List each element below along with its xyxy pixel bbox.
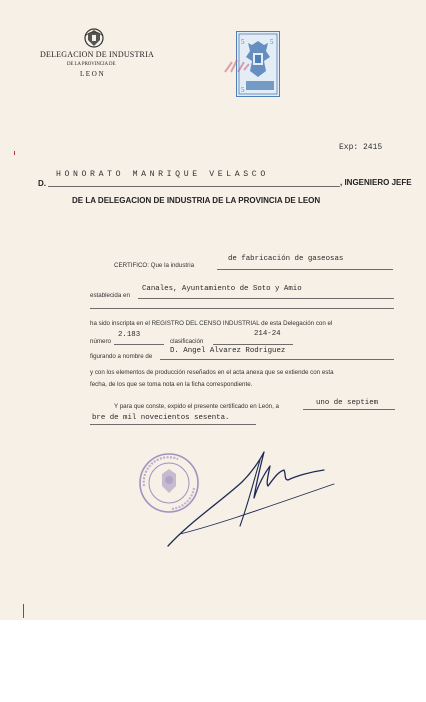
clasificacion-label: clasificación [170,338,204,345]
addressee-subtitle: DE LA DELEGACION DE INDUSTRIA DE LA PROVINCIA DE LEON [72,196,321,205]
elementos-text-2: fecha, de los que se toma nota en la ficha correspondiente. [90,381,253,388]
fecha-value-1: uno de septiem [316,399,379,407]
margin-mark-top [14,151,15,155]
addressee-name: HONORATO MANRIQUE VELASCO [56,170,269,179]
numero-value: 2.183 [118,331,141,339]
addressee-underline [48,186,340,187]
clasificacion-value: 214-24 [254,330,281,338]
titular-value: D. Angel Alvarez Rodriguez [170,347,286,355]
lugar-underline-2 [90,308,394,309]
conste-text: Y para que conste, expido el presente certificado en León, a [114,403,279,410]
org-province-label: DE LA PROVINCIA DE [67,62,116,67]
fecha-underline-2 [90,424,256,425]
svg-text:5: 5 [270,38,274,46]
addressee-prefix: D. [38,179,46,188]
certifico-label: CERTIFICO: Que la industria [114,262,195,269]
figurando-label: figurando a nombre de [90,353,153,360]
svg-text:5: 5 [241,38,245,46]
addressee-title: , INGENIERO JEFE [340,178,412,187]
org-city: L E O N [80,70,104,78]
coat-of-arms-emblem [82,26,106,50]
signature [160,442,350,554]
org-name: DELEGACION DE INDUSTRIA [40,50,154,59]
lugar-value: Canales, Ayuntamiento de Soto y Amio [142,285,302,293]
establecida-label: establecida en [90,292,130,299]
fecha-underline-1 [303,409,395,410]
cancellation-mark [222,56,252,78]
numero-underline [114,344,164,345]
fecha-value-2: bre de mil novecientos sesenta. [92,414,230,422]
industria-underline [217,269,393,270]
margin-mark-bottom [23,604,24,618]
lugar-underline [138,298,394,299]
titular-underline [160,359,394,360]
inscrita-text: ha sido inscripta en el REGISTRO DEL CENSO INDUSTRIAL de esta Delegación con el [90,320,333,327]
numero-label: número [90,338,111,345]
clasificacion-underline [213,344,293,345]
elementos-text-1: y con los elementos de producción reseñados en el acta anexa que se extiende con esta [90,369,334,376]
expediente-number: Exp: 2415 [339,143,383,152]
industria-value: de fabricación de gaseosas [228,255,344,263]
svg-text:5: 5 [241,86,245,94]
